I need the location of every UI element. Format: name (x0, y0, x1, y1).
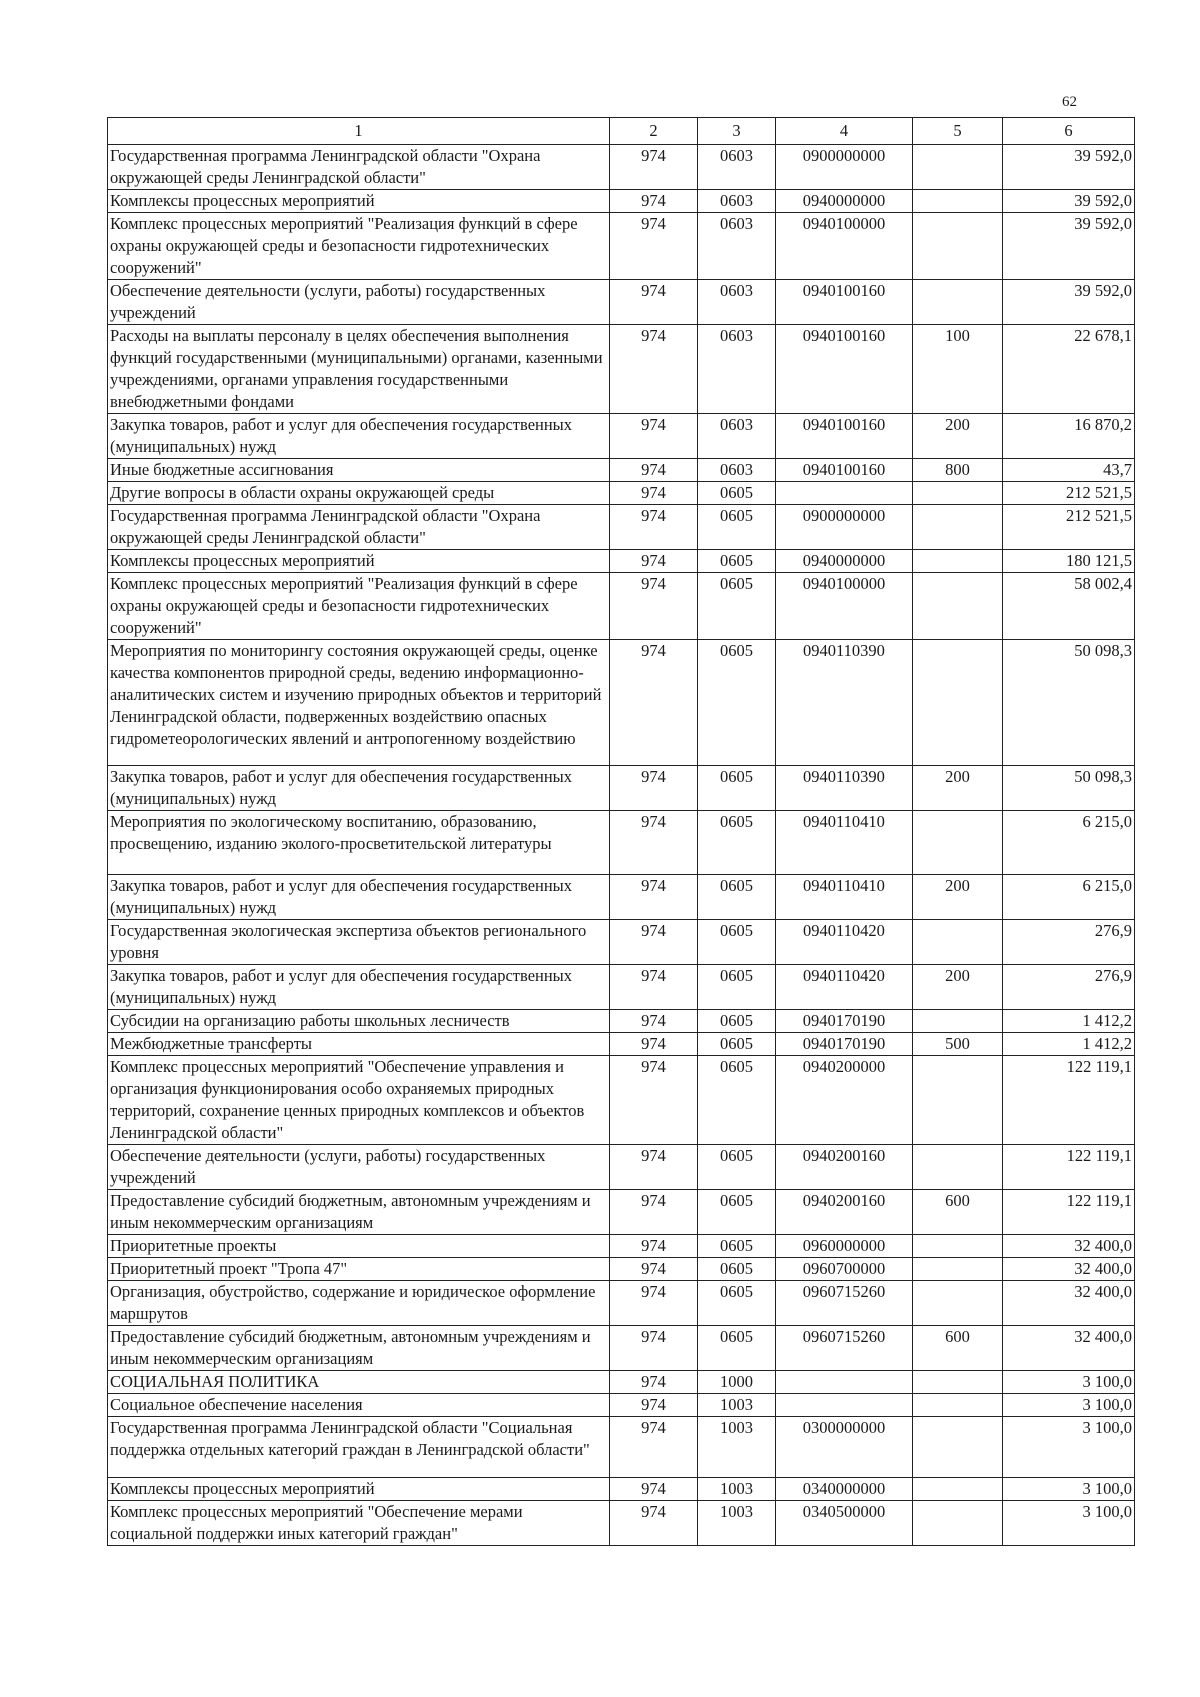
expense-type-cell (913, 1235, 1003, 1258)
table-row (108, 1010, 1135, 1033)
section-code-cell: 0605 (698, 550, 776, 573)
row-name-cell: Предоставление субсидий бюджетным, автономным учреждениям и иным некоммерческим организациям (108, 1190, 610, 1235)
row-name-cell: Комплекс процессных мероприятий "Обеспечение мерами социальной поддержки иных категорий граждан" (108, 1501, 610, 1546)
row-name-cell: Комплекс процессных мероприятий "Реализация функций в сфере охраны окружающей среды и безопасности гидротехнических сооружений" (108, 213, 610, 280)
target-article-cell (776, 1394, 913, 1417)
expense-type-cell (913, 280, 1003, 325)
row-name-cell: Межбюджетные трансферты (108, 1033, 610, 1056)
amount-cell: 43,7 (1003, 459, 1135, 482)
target-article-cell: 0940110410 (776, 811, 913, 875)
section-code-cell: 0605 (698, 1033, 776, 1056)
ministry-code-cell: 974 (610, 280, 698, 325)
row-name-cell: Комплексы процессных мероприятий (108, 1478, 610, 1501)
target-article-cell: 0900000000 (776, 505, 913, 550)
amount-cell: 1 412,2 (1003, 1033, 1135, 1056)
table-row (108, 505, 1135, 550)
target-article-cell: 0940110420 (776, 965, 913, 1010)
target-article-cell: 0960715260 (776, 1326, 913, 1371)
target-article-cell: 0940100160 (776, 280, 913, 325)
target-article-cell: 0940100160 (776, 414, 913, 459)
expense-type-cell (913, 550, 1003, 573)
expense-type-cell (913, 1478, 1003, 1501)
section-code-cell: 0605 (698, 640, 776, 766)
amount-cell: 276,9 (1003, 920, 1135, 965)
target-article-cell (776, 482, 913, 505)
amount-cell: 3 100,0 (1003, 1417, 1135, 1478)
section-code-cell: 0603 (698, 280, 776, 325)
table-row (108, 920, 1135, 965)
column-header: 2 (610, 118, 698, 145)
table-row (108, 965, 1135, 1010)
amount-cell: 122 119,1 (1003, 1190, 1135, 1235)
ministry-code-cell: 974 (610, 1417, 698, 1478)
section-code-cell: 0605 (698, 965, 776, 1010)
expense-type-cell (913, 145, 1003, 190)
table-row (108, 1056, 1135, 1145)
target-article-cell: 0940170190 (776, 1033, 913, 1056)
amount-cell: 3 100,0 (1003, 1501, 1135, 1546)
table-row (108, 325, 1135, 414)
section-code-cell: 0605 (698, 811, 776, 875)
column-header: 5 (913, 118, 1003, 145)
table-row (108, 875, 1135, 920)
section-code-cell: 1003 (698, 1394, 776, 1417)
ministry-code-cell: 974 (610, 766, 698, 811)
ministry-code-cell: 974 (610, 1056, 698, 1145)
target-article-cell (776, 1371, 913, 1394)
ministry-code-cell: 974 (610, 1235, 698, 1258)
expense-type-cell (913, 190, 1003, 213)
ministry-code-cell: 974 (610, 1190, 698, 1235)
expense-type-cell: 200 (913, 875, 1003, 920)
section-code-cell: 0603 (698, 213, 776, 280)
section-code-cell: 0605 (698, 920, 776, 965)
expense-type-cell: 600 (913, 1190, 1003, 1235)
section-code-cell: 0605 (698, 1281, 776, 1326)
page-number: 62 (1062, 94, 1077, 110)
section-code-cell: 0605 (698, 482, 776, 505)
table-row (108, 640, 1135, 766)
table-row (108, 1478, 1135, 1501)
budget-table (107, 117, 1135, 1546)
target-article-cell: 0960700000 (776, 1258, 913, 1281)
section-code-cell: 0603 (698, 190, 776, 213)
table-row (108, 1281, 1135, 1326)
table-row (108, 573, 1135, 640)
row-name-cell: Закупка товаров, работ и услуг для обеспечения государственных (муниципальных) нужд (108, 414, 610, 459)
row-name-cell: Закупка товаров, работ и услуг для обеспечения государственных (муниципальных) нужд (108, 766, 610, 811)
section-code-cell: 0605 (698, 1190, 776, 1235)
expense-type-cell: 200 (913, 766, 1003, 811)
target-article-cell: 0940000000 (776, 550, 913, 573)
section-code-cell: 1000 (698, 1371, 776, 1394)
ministry-code-cell: 974 (610, 1033, 698, 1056)
expense-type-cell: 200 (913, 965, 1003, 1010)
expense-type-cell (913, 482, 1003, 505)
row-name-cell: Организация, обустройство, содержание и юридическое оформление маршрутов (108, 1281, 610, 1326)
target-article-cell: 0940100000 (776, 213, 913, 280)
target-article-cell: 0940110410 (776, 875, 913, 920)
amount-cell: 212 521,5 (1003, 505, 1135, 550)
section-code-cell: 0605 (698, 1326, 776, 1371)
expense-type-cell: 200 (913, 414, 1003, 459)
ministry-code-cell: 974 (610, 965, 698, 1010)
ministry-code-cell: 974 (610, 1501, 698, 1546)
amount-cell: 39 592,0 (1003, 190, 1135, 213)
ministry-code-cell: 974 (610, 1281, 698, 1326)
header-row (108, 118, 1135, 145)
section-code-cell: 1003 (698, 1417, 776, 1478)
table-row (108, 1417, 1135, 1478)
expense-type-cell (913, 1056, 1003, 1145)
ministry-code-cell: 974 (610, 1478, 698, 1501)
expense-type-cell (913, 1501, 1003, 1546)
ministry-code-cell: 974 (610, 414, 698, 459)
row-name-cell: Комплекс процессных мероприятий "Обеспечение управления и организация функционирования особо охраняемых природных территорий, сохранение ценных природных комплексов и объектов Ленинградской области" (108, 1056, 610, 1145)
table-row (108, 1235, 1135, 1258)
target-article-cell: 0300000000 (776, 1417, 913, 1478)
table-row (108, 811, 1135, 875)
amount-cell: 3 100,0 (1003, 1394, 1135, 1417)
table-row (108, 1033, 1135, 1056)
target-article-cell: 0940170190 (776, 1010, 913, 1033)
ministry-code-cell: 974 (610, 550, 698, 573)
section-code-cell: 0603 (698, 459, 776, 482)
ministry-code-cell: 974 (610, 1394, 698, 1417)
ministry-code-cell: 974 (610, 190, 698, 213)
amount-cell: 180 121,5 (1003, 550, 1135, 573)
section-code-cell: 0605 (698, 1258, 776, 1281)
ministry-code-cell: 974 (610, 505, 698, 550)
section-code-cell: 0605 (698, 875, 776, 920)
expense-type-cell (913, 1145, 1003, 1190)
ministry-code-cell: 974 (610, 482, 698, 505)
row-name-cell: Иные бюджетные ассигнования (108, 459, 610, 482)
row-name-cell: Социальное обеспечение населения (108, 1394, 610, 1417)
expense-type-cell (913, 1010, 1003, 1033)
amount-cell: 3 100,0 (1003, 1478, 1135, 1501)
ministry-code-cell: 974 (610, 1326, 698, 1371)
row-name-cell: Мероприятия по экологическому воспитанию, образованию, просвещению, изданию эколого-просветительской литературы (108, 811, 610, 875)
amount-cell: 276,9 (1003, 965, 1135, 1010)
expense-type-cell (913, 1417, 1003, 1478)
expense-type-cell (913, 1394, 1003, 1417)
amount-cell: 6 215,0 (1003, 875, 1135, 920)
row-name-cell: Субсидии на организацию работы школьных лесничеств (108, 1010, 610, 1033)
amount-cell: 1 412,2 (1003, 1010, 1135, 1033)
row-name-cell: СОЦИАЛЬНАЯ ПОЛИТИКА (108, 1371, 610, 1394)
amount-cell: 16 870,2 (1003, 414, 1135, 459)
expense-type-cell (913, 640, 1003, 766)
column-header: 1 (108, 118, 610, 145)
expense-type-cell: 100 (913, 325, 1003, 414)
table-row (108, 1190, 1135, 1235)
target-article-cell: 0940100160 (776, 325, 913, 414)
section-code-cell: 0605 (698, 1010, 776, 1033)
expense-type-cell (913, 573, 1003, 640)
table-row (108, 1258, 1135, 1281)
expense-type-cell: 800 (913, 459, 1003, 482)
ministry-code-cell: 974 (610, 640, 698, 766)
amount-cell: 122 119,1 (1003, 1145, 1135, 1190)
row-name-cell: Закупка товаров, работ и услуг для обеспечения государственных (муниципальных) нужд (108, 875, 610, 920)
amount-cell: 39 592,0 (1003, 280, 1135, 325)
target-article-cell: 0340500000 (776, 1501, 913, 1546)
row-name-cell: Обеспечение деятельности (услуги, работы) государственных учреждений (108, 1145, 610, 1190)
table-row (108, 1145, 1135, 1190)
amount-cell: 122 119,1 (1003, 1056, 1135, 1145)
ministry-code-cell: 974 (610, 573, 698, 640)
ministry-code-cell: 974 (610, 1371, 698, 1394)
expense-type-cell (913, 505, 1003, 550)
column-header: 4 (776, 118, 913, 145)
expense-type-cell: 600 (913, 1326, 1003, 1371)
ministry-code-cell: 974 (610, 1145, 698, 1190)
expense-type-cell: 500 (913, 1033, 1003, 1056)
row-name-cell: Приоритетные проекты (108, 1235, 610, 1258)
target-article-cell: 0940110420 (776, 920, 913, 965)
amount-cell: 32 400,0 (1003, 1258, 1135, 1281)
target-article-cell: 0940100160 (776, 459, 913, 482)
target-article-cell: 0940200160 (776, 1190, 913, 1235)
section-code-cell: 0605 (698, 573, 776, 640)
ministry-code-cell: 974 (610, 1258, 698, 1281)
table-row (108, 766, 1135, 811)
table-row (108, 145, 1135, 190)
row-name-cell: Комплексы процессных мероприятий (108, 550, 610, 573)
target-article-cell: 0940110390 (776, 640, 913, 766)
row-name-cell: Расходы на выплаты персоналу в целях обеспечения выполнения функций государственными (муниципальными) органами, казенными учреждениями, органами управления государственными внебюджетными фондами (108, 325, 610, 414)
target-article-cell: 0940200000 (776, 1056, 913, 1145)
amount-cell: 22 678,1 (1003, 325, 1135, 414)
expense-type-cell (913, 920, 1003, 965)
ministry-code-cell: 974 (610, 1010, 698, 1033)
amount-cell: 39 592,0 (1003, 145, 1135, 190)
table-row (108, 1501, 1135, 1546)
target-article-cell: 0940000000 (776, 190, 913, 213)
amount-cell: 3 100,0 (1003, 1371, 1135, 1394)
table-row (108, 1394, 1135, 1417)
table-row (108, 1371, 1135, 1394)
ministry-code-cell: 974 (610, 459, 698, 482)
table-row (108, 550, 1135, 573)
table-row (108, 280, 1135, 325)
amount-cell: 39 592,0 (1003, 213, 1135, 280)
ministry-code-cell: 974 (610, 875, 698, 920)
section-code-cell: 1003 (698, 1478, 776, 1501)
row-name-cell: Комплекс процессных мероприятий "Реализация функций в сфере охраны окружающей среды и безопасности гидротехнических сооружений" (108, 573, 610, 640)
section-code-cell: 0605 (698, 766, 776, 811)
ministry-code-cell: 974 (610, 920, 698, 965)
target-article-cell: 0940200160 (776, 1145, 913, 1190)
amount-cell: 32 400,0 (1003, 1235, 1135, 1258)
column-header: 6 (1003, 118, 1135, 145)
section-code-cell: 0603 (698, 325, 776, 414)
expense-type-cell (913, 213, 1003, 280)
expense-type-cell (913, 811, 1003, 875)
row-name-cell: Мероприятия по мониторингу состояния окружающей среды, оценке качества компонентов природной среды, ведению информационно-аналитических систем и изучению природных объектов и территорий Ленинградской области, подверженных воздействию опасных гидрометеорологических явлений и антропогенному воздействию (108, 640, 610, 766)
target-article-cell: 0940100000 (776, 573, 913, 640)
expense-type-cell (913, 1281, 1003, 1326)
row-name-cell: Государственная программа Ленинградской области "Охрана окружающей среды Ленинградской области" (108, 145, 610, 190)
row-name-cell: Другие вопросы в области охраны окружающей среды (108, 482, 610, 505)
section-code-cell: 0603 (698, 414, 776, 459)
ministry-code-cell: 974 (610, 145, 698, 190)
expense-type-cell (913, 1371, 1003, 1394)
section-code-cell: 0605 (698, 1145, 776, 1190)
row-name-cell: Комплексы процессных мероприятий (108, 190, 610, 213)
table-row (108, 482, 1135, 505)
section-code-cell: 0605 (698, 505, 776, 550)
row-name-cell: Государственная программа Ленинградской области "Охрана окружающей среды Ленинградской области" (108, 505, 610, 550)
target-article-cell: 0960715260 (776, 1281, 913, 1326)
row-name-cell: Закупка товаров, работ и услуг для обеспечения государственных (муниципальных) нужд (108, 965, 610, 1010)
section-code-cell: 0605 (698, 1235, 776, 1258)
column-header: 3 (698, 118, 776, 145)
ministry-code-cell: 974 (610, 213, 698, 280)
amount-cell: 50 098,3 (1003, 766, 1135, 811)
table-row (108, 459, 1135, 482)
table-row (108, 190, 1135, 213)
amount-cell: 32 400,0 (1003, 1281, 1135, 1326)
ministry-code-cell: 974 (610, 325, 698, 414)
row-name-cell: Приоритетный проект "Тропа 47" (108, 1258, 610, 1281)
table-row (108, 414, 1135, 459)
target-article-cell: 0900000000 (776, 145, 913, 190)
amount-cell: 50 098,3 (1003, 640, 1135, 766)
amount-cell: 212 521,5 (1003, 482, 1135, 505)
target-article-cell: 0960000000 (776, 1235, 913, 1258)
expense-type-cell (913, 1258, 1003, 1281)
section-code-cell: 0603 (698, 145, 776, 190)
amount-cell: 32 400,0 (1003, 1326, 1135, 1371)
target-article-cell: 0940110390 (776, 766, 913, 811)
amount-cell: 58 002,4 (1003, 573, 1135, 640)
row-name-cell: Предоставление субсидий бюджетным, автономным учреждениям и иным некоммерческим организациям (108, 1326, 610, 1371)
row-name-cell: Государственная экологическая экспертиза объектов регионального уровня (108, 920, 610, 965)
table-row (108, 1326, 1135, 1371)
amount-cell: 6 215,0 (1003, 811, 1135, 875)
section-code-cell: 0605 (698, 1056, 776, 1145)
row-name-cell: Государственная программа Ленинградской области "Социальная поддержка отдельных категорий граждан в Ленинградской области" (108, 1417, 610, 1478)
table-row (108, 213, 1135, 280)
section-code-cell: 1003 (698, 1501, 776, 1546)
target-article-cell: 0340000000 (776, 1478, 913, 1501)
row-name-cell: Обеспечение деятельности (услуги, работы) государственных учреждений (108, 280, 610, 325)
ministry-code-cell: 974 (610, 811, 698, 875)
